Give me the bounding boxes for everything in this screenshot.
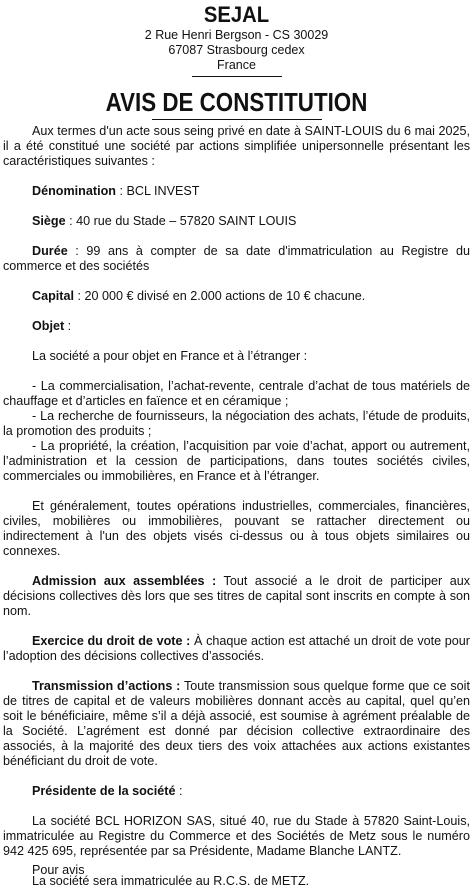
exercice-label: Exercice du droit de vote :: [32, 634, 191, 648]
admission-paragraph: [3, 574, 470, 619]
siege-value: : 40 rue du Stade – 57820 SAINT LOUIS: [65, 214, 297, 228]
company-name: SEJAL: [203, 2, 270, 27]
duree-line: [3, 244, 470, 274]
capital-value: : 20 000 € divisé en 2.000 actions de 10 € chacune.: [74, 289, 366, 303]
immatriculation-line: La société sera immatriculée au R.C.S. de METZ.: [32, 874, 310, 888]
admission-value: Tout associé a le droit de participer aux décisions collectives dès lors que ses titres de capital sont inscrits en compte à son nom.: [3, 574, 471, 618]
header-divider: [192, 76, 282, 77]
objet-label: Objet: [32, 319, 65, 333]
objet-item: - La commercialisation, l’achat-revente, centrale d’achat de tous matériels de chauffage et d’articles en faïence et en céramique ;: [3, 379, 470, 408]
transmission-value: Toute transmission sous quelque forme que ce soit de titres de capital et de valeurs mobilières donnant accès au capital, quel qu’en soit le bénéficiaire, même s’il a déjà associé, est soumise à agrément préalable de la Société. L’agrément est donné par décision collective extraordinaire des associés, à la majorité des deux tiers des voix attachées aux actions existantes bénéficiant du droit de vote.: [3, 679, 470, 768]
objet-general: Et généralement, toutes opérations industrielles, commerciales, financières, civiles, mobilières ou immobilières, pouvant se rattacher directement ou indirectement à l'un des objets visés ci-dessus ou à tous objets similaires ou connexes.: [3, 499, 470, 558]
denomination-label: Dénomination: [32, 184, 116, 198]
duree-value: : 99 ans à compter de sa date d'immatriculation au Registre du commerce et des sociétés: [3, 244, 470, 273]
denomination-value: : BCL INVEST: [115, 184, 200, 198]
address-line-1: 2 Rue Henri Bergson - CS 30029: [144, 28, 329, 42]
closing-line: Pour avis: [32, 863, 85, 877]
objet-intro: La société a pour objet en France et à l’étranger :: [32, 349, 308, 363]
objet-item: - La recherche de fournisseurs, la négociation des achats, l’étude de produits, la promotion des produits ;: [3, 409, 470, 438]
siege-line: [3, 214, 470, 229]
exercice-value: À chaque action est attaché un droit de vote pour l’adoption des décisions collectives d’associés.: [3, 634, 470, 663]
siege-label: Siège: [32, 214, 66, 228]
capital-label: Capital: [32, 289, 74, 303]
address-country: France: [217, 58, 256, 72]
capital-line: [3, 289, 470, 304]
presidente-label-suffix: :: [175, 784, 183, 798]
address-line-2: 67087 Strasbourg cedex: [168, 43, 305, 57]
presidente-label: Présidente de la société: [32, 784, 176, 798]
notice-title: AVIS DE CONSTITUTION: [105, 87, 368, 117]
denomination-line: [3, 184, 470, 199]
objet-heading: [3, 319, 470, 334]
transmission-label: Transmission d’actions :: [32, 679, 181, 693]
presidente-heading: [3, 784, 470, 799]
admission-label: Admission aux assemblées :: [32, 574, 217, 588]
objet-item: - La propriété, la création, l’acquisition par voie d’achat, apport ou autrement, l’administration et la cession de participations, dans toutes sociétés civiles, commerciales ou immobilières, en France et à l’étranger.: [3, 439, 470, 483]
exercice-paragraph: [3, 634, 470, 664]
duree-label: Durée: [32, 244, 68, 258]
presidente-paragraph: La société BCL HORIZON SAS, situé 40, rue du Stade à 57820 Saint-Louis, immatriculée au Registre du Commerce et des Sociétés de Metz sous le numéro 942 425 695, représentée par sa Présidente, Madame Blanche LANTZ.: [3, 814, 470, 858]
objet-label-suffix: :: [64, 319, 72, 333]
transmission-paragraph: [3, 679, 470, 769]
intro-paragraph: Aux termes d'un acte sous seing privé en date à SAINT-LOUIS du 6 mai 2025, il a été constitué une société par actions simplifiée unipersonnelle présentant les caractéristiques suivantes :: [3, 124, 470, 168]
